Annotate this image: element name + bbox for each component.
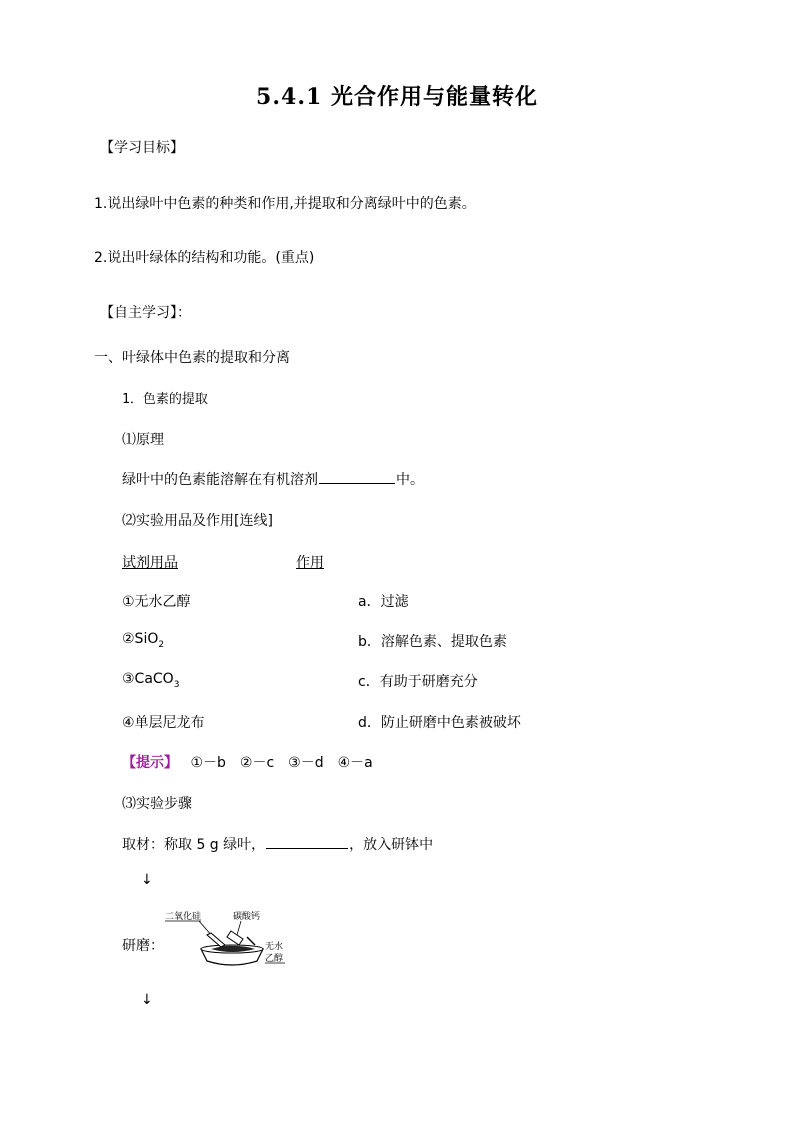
pestle-icon — [247, 937, 255, 945]
reagent-formula: ②SiO — [122, 631, 159, 647]
hint-line — [122, 752, 373, 772]
spatula-icon — [207, 933, 225, 947]
function-item: d．防止研磨中色素被破坏 — [358, 715, 521, 731]
goal-item-1: 1.说出绿叶中色素的种类和作用,并提取和分离绿叶中的色素。 — [94, 196, 476, 212]
function-item: c．有助于研磨充分 — [358, 674, 478, 690]
principle-blank[interactable] — [319, 469, 395, 484]
part1-heading: 一、叶绿体中色素的提取和分离 — [94, 350, 290, 366]
spatula-icon — [227, 931, 243, 945]
principle-text-before: 绿叶中的色素能溶解在有机溶剂 — [122, 472, 318, 488]
sub-heading-extraction: 1．色素的提取 — [122, 392, 208, 407]
reagent-subscript: 3 — [173, 679, 180, 690]
diagram-leader-line — [237, 921, 241, 935]
reagent-item: ①无水乙醇 — [122, 594, 191, 610]
reagent-item — [122, 631, 164, 650]
hint-tag: 【提示】 — [122, 755, 178, 771]
hint-answers: ①－b ②－c ③－d ④－a — [190, 755, 373, 771]
principle-text-after: 中。 — [396, 472, 424, 488]
function-item: a．过滤 — [358, 594, 409, 610]
step-take-blank[interactable] — [266, 834, 348, 849]
diagram-label-ethanol-1: 无水 — [265, 942, 284, 952]
goal-item-2: 2.说出叶绿体的结构和功能。(重点) — [94, 250, 315, 266]
step-take-before: 取材：称取 5 g 绿叶， — [122, 837, 266, 853]
column-header-reagent: 试剂用品 — [122, 555, 178, 571]
diagram-label-sio2: 二氧化硅 — [165, 912, 202, 922]
goals-header: 【学习目标】 — [100, 140, 184, 156]
step-grind-label: 研磨： — [122, 938, 164, 954]
function-item: b．溶解色素、提取色素 — [358, 634, 507, 650]
down-arrow-icon: ↓ — [141, 872, 153, 888]
supplies-label: ⑵实验用品及作用[连线] — [122, 513, 273, 529]
page-title: 5.4.1 光合作用与能量转化 — [256, 84, 538, 110]
step-take-after: ，放入研钵中 — [349, 837, 434, 853]
reagent-item: ④单层尼龙布 — [122, 715, 205, 731]
principle-line — [122, 469, 424, 489]
diagram-label-ethanol-2: 乙醇 — [265, 954, 284, 964]
column-header-function: 作用 — [296, 555, 324, 571]
self-study-header: 【自主学习】： — [100, 305, 191, 321]
diagram-label-caco3: 碳酸钙 — [233, 912, 261, 922]
reagent-formula: ③CaCO — [122, 671, 174, 687]
step-take-material — [122, 834, 433, 854]
steps-label: ⑶实验步骤 — [122, 796, 192, 812]
mortar-diagram — [163, 909, 293, 973]
reagent-subscript: 2 — [158, 639, 165, 650]
down-arrow-icon: ↓ — [141, 992, 153, 1008]
principle-label: ⑴原理 — [122, 432, 164, 448]
reagent-item — [122, 671, 179, 690]
